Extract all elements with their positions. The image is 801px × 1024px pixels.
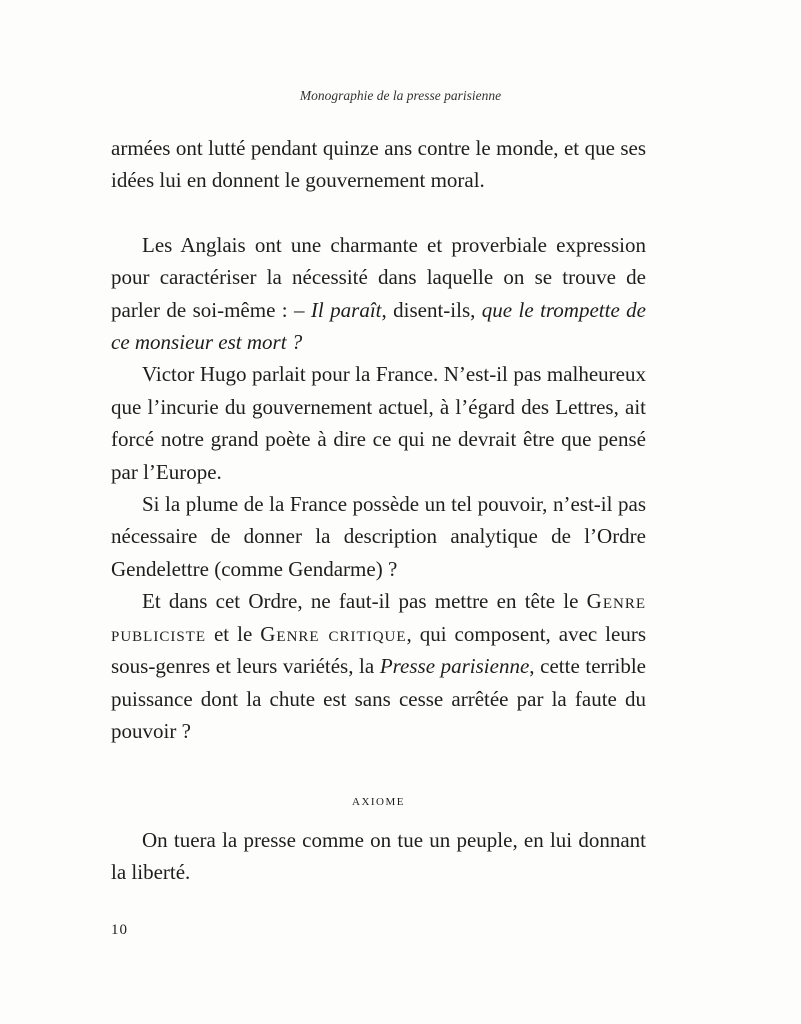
text-run: Et dans cet Ordre, ne faut-il pas mettre en tête le: [142, 589, 587, 614]
running-head: Monographie de la presse parisienne: [299, 88, 502, 103]
text-run: , qui composent, avec leurs sous-genres et leurs variétés, la: [111, 621, 646, 679]
paragraph: armées ont lutté pendant quinze ans contre le monde, et que ses idées lui en donnent le gouvernement moral.: [111, 136, 646, 193]
paragraph: [111, 229, 646, 359]
text-run: , cette terrible puissance dont la chute est sans cesse arrêtée par la faute du pouvoir ?: [111, 654, 646, 743]
body-text: [111, 132, 646, 889]
small-caps-run: Genre publiciste: [111, 589, 646, 646]
paragraph: Si la plume de la France possède un tel pouvoir, n’est-il pas nécessaire de donner la description analytique de l’Ordre Gendelettre (comme Gendarme) ?: [111, 492, 646, 581]
paragraph: Victor Hugo parlait pour la France. N’est-il pas malheureux que l’incurie du gouvernement actuel, à l’égard des Lettres, ait forcé notre grand poète à dire ce qui ne devrait être que pensé par l’Europe.: [111, 362, 646, 484]
italic-run: que le trompette de ce monsieur est mort ?: [111, 297, 646, 355]
small-caps-run: Genre critique: [260, 621, 407, 646]
italic-run: Presse parisienne: [379, 654, 530, 679]
paragraph: On tuera la presse comme on tue un peuple, en lui donnant la liberté.: [111, 827, 646, 885]
text-run: Les Anglais ont une charmante et proverbiale expression pour caractériser la nécessité dans laquelle on se trouve de parler de soi-même : –: [111, 232, 646, 322]
italic-run: Il paraît: [310, 297, 382, 322]
text-run: et le: [206, 621, 261, 646]
text-run: , disent-ils,: [381, 297, 482, 322]
paragraph: [111, 585, 646, 747]
page-number: 10: [111, 922, 128, 938]
section-heading: axiome: [352, 792, 405, 810]
